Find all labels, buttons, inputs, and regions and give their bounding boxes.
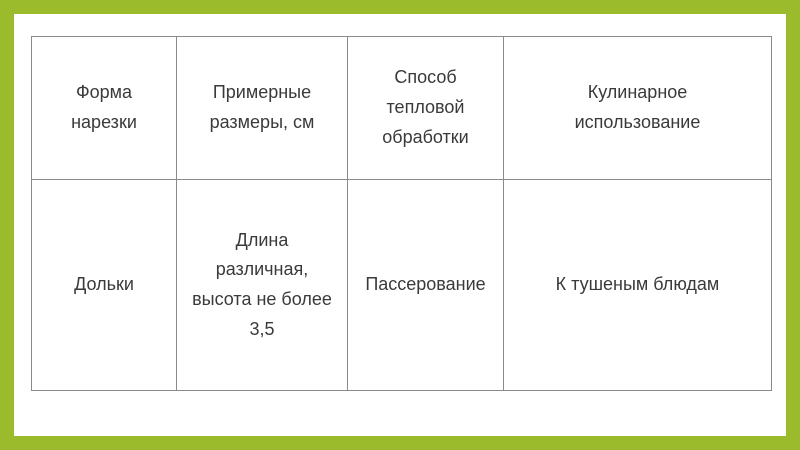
header-text-line: Кулинарное [587,82,688,103]
header-text-line: Примерные [212,82,312,103]
cell-heat-treatment [348,180,504,391]
header-text-line: обработки [382,126,469,147]
table-row [32,180,772,391]
header-text-line: использование [574,112,701,132]
cell-text-line: К тушеным блюдам [555,274,720,295]
cell-text-line: Дольки [74,274,134,295]
header-text-line: размеры, см [209,112,315,132]
header-culinary-use [504,37,772,180]
header-approx-size [177,37,348,180]
cell-text-line: высота не более [192,289,332,309]
cell-approx-size [177,180,348,391]
header-cut-shape [32,37,177,180]
header-text-line: Форма [75,82,133,103]
cell-text-line: Пассерование [365,274,486,295]
header-heat-treatment [348,37,504,180]
table-header-row [32,37,772,180]
cell-text-line: Длина [235,229,289,250]
header-text-line: Способ [394,67,457,88]
slide [14,14,786,436]
cell-text-line: различная, [215,259,309,280]
cell-culinary-use [504,180,772,391]
header-text-line: тепловой [386,97,465,118]
header-text-line: нарезки [71,112,137,132]
cell-text-line: 3,5 [249,318,275,339]
cell-cut-shape [32,180,177,391]
cutting-table [31,36,772,391]
